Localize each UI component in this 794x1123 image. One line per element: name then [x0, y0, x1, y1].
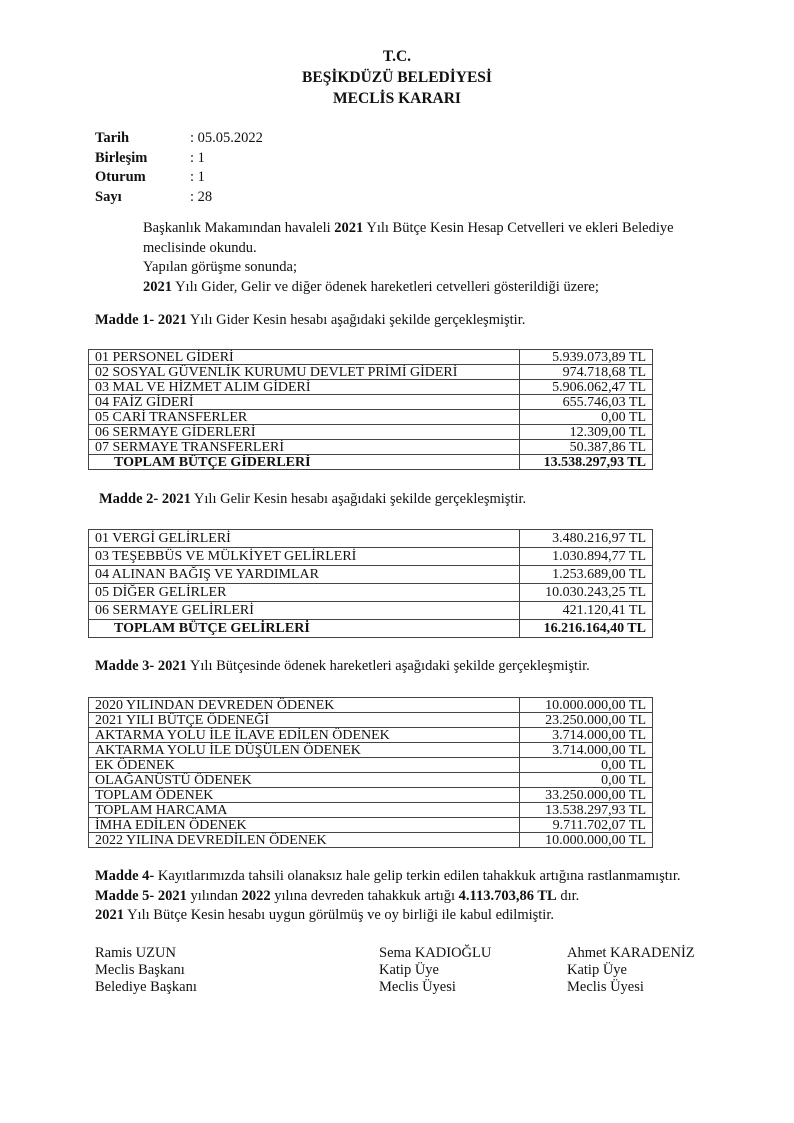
row-amount: 3.714.000,00 TL: [520, 728, 653, 743]
table-row: [89, 713, 653, 728]
row-label: 03 MAL VE HİZMET ALIM GİDERİ: [89, 380, 520, 395]
text: Yılı Bütçe Kesin hesabı uygun görülmüş ve oy birliği ile kabul edilmiştir.: [124, 907, 554, 923]
madde1-heading: [95, 311, 695, 331]
row-label: 01 VERGİ GELİRLERİ: [89, 530, 520, 548]
row-label: 03 TEŞEBBÜS VE MÜLKİYET GELİRLERİ: [89, 548, 520, 566]
meta-row-number: [95, 188, 263, 208]
text: dır.: [556, 888, 580, 904]
row-amount: 12.309,00 TL: [520, 425, 653, 440]
text: Yılı Bütçesinde ödenek hareketleri aşağıdaki şekilde gerçekleşmiştir.: [186, 658, 590, 674]
amount-bold: 4.113.703,86 TL: [458, 888, 557, 904]
total-label: TOPLAM BÜTÇE GELİRLERİ: [89, 620, 520, 638]
row-label: AKTARMA YOLU İLE DÜŞÜLEN ÖDENEK: [89, 743, 520, 758]
meta-row-session: [95, 149, 263, 169]
intro-paragraph: [95, 219, 695, 297]
table-row: [89, 395, 653, 410]
signatory-role: Meclis Üyesi: [567, 979, 644, 995]
expense-table: [88, 349, 653, 470]
total-row: [89, 620, 653, 638]
row-label: 04 ALINAN BAĞIŞ VE YARDIMLAR: [89, 566, 520, 584]
meta-label: Birleşim: [95, 149, 148, 166]
header-title: MECLİS KARARI: [333, 90, 461, 107]
signature-block-president: [95, 945, 197, 996]
madde-label: Madde 4-: [95, 868, 155, 884]
signatory-name: Ahmet KARADENİZ: [567, 945, 695, 961]
meta-value: : 28: [190, 188, 213, 205]
signatory-name: Ramis UZUN: [95, 945, 176, 961]
year-bold: 2021: [334, 220, 364, 236]
madde-label: Madde 1- 2021: [95, 312, 187, 328]
year-bold: 2021: [143, 278, 172, 295]
row-amount: 23.250.000,00 TL: [520, 713, 653, 728]
appropriation-table: [88, 697, 653, 848]
row-amount: 50.387,86 TL: [520, 440, 653, 455]
total-row: [89, 455, 653, 470]
closing-paragraph: [95, 906, 695, 926]
meta-label: Tarih: [95, 130, 130, 146]
text: Yılı Bütçe Kesin Hesap Cetvelleri ve ekleri Belediye meclisinde okundu.: [143, 220, 674, 256]
signatory-role: Belediye Başkanı: [95, 979, 197, 995]
signatory-role: Katip Üye: [567, 962, 627, 978]
meta-row-date: [95, 129, 263, 149]
signature-block-clerk-2: [567, 945, 695, 996]
row-label: 2020 YILINDAN DEVREDEN ÖDENEK: [89, 698, 520, 713]
meta-value: : 1: [190, 169, 205, 185]
table-row: [89, 773, 653, 788]
madde-label: Madde 5- 2021: [95, 888, 187, 904]
row-amount: 0,00 TL: [520, 758, 653, 773]
table-row: [89, 380, 653, 395]
table-row: [89, 584, 653, 602]
row-amount: 0,00 TL: [520, 773, 653, 788]
text: yılına devreden tahakkuk artığı: [270, 888, 459, 904]
row-amount: 655.746,03 TL: [520, 395, 653, 410]
row-label: 01 PERSONEL GİDERİ: [89, 350, 520, 365]
table-row: [89, 548, 653, 566]
text: yılından: [186, 888, 242, 904]
table-row: [89, 602, 653, 620]
row-label: TOPLAM HARCAMA: [89, 803, 520, 818]
row-label: 04 FAİZ GİDERİ: [89, 395, 520, 410]
meta-label: Sayı: [95, 188, 122, 205]
total-amount: 16.216.164,40 TL: [520, 620, 653, 638]
meta-label: Oturum: [95, 169, 146, 185]
madde-label: Madde 3- 2021: [95, 658, 187, 674]
madde5-paragraph: [95, 887, 695, 907]
table-row: [89, 788, 653, 803]
total-amount: 13.538.297,93 TL: [520, 455, 653, 470]
meta-row-sitting: [95, 168, 263, 188]
row-label: 06 SERMAYE GELİRLERİ: [89, 602, 520, 620]
table-row: [89, 803, 653, 818]
row-amount: 10.030.243,25 TL: [520, 584, 653, 602]
intro-p2: Yapılan görüşme sonunda;: [143, 259, 297, 275]
revenue-table: [88, 529, 653, 638]
row-label: 2022 YILINA DEVREDİLEN ÖDENEK: [89, 833, 520, 848]
row-amount: 33.250.000,00 TL: [520, 788, 653, 803]
table-row: [89, 530, 653, 548]
row-label: 02 SOSYAL GÜVENLİK KURUMU DEVLET PRİMİ GİDERİ: [89, 365, 520, 380]
text: Yılı Gelir Kesin hesabı aşağıdaki şekilde gerçekleşmiştir.: [190, 491, 527, 507]
table-row: [89, 833, 653, 848]
signatory-role: Katip Üye: [379, 962, 439, 978]
table-row: [89, 743, 653, 758]
row-amount: 421.120,41 TL: [520, 602, 653, 620]
signature-block-clerk-1: [379, 945, 491, 996]
text: Başkanlık Makamından havaleli: [143, 220, 335, 236]
table-row: [89, 350, 653, 365]
madde4-paragraph: [95, 867, 715, 887]
row-amount: 10.000.000,00 TL: [520, 833, 653, 848]
row-label: 07 SERMAYE TRANSFERLERİ: [89, 440, 520, 455]
madde2-heading: [99, 490, 699, 510]
year-bold: 2022: [241, 888, 271, 904]
row-label: 06 SERMAYE GİDERLERİ: [89, 425, 520, 440]
year-bold: 2021: [95, 907, 124, 923]
row-amount: 974.718,68 TL: [520, 365, 653, 380]
row-label: TOPLAM ÖDENEK: [89, 788, 520, 803]
header-tc: T.C.: [382, 48, 412, 65]
total-label: TOPLAM BÜTÇE GİDERLERİ: [89, 455, 520, 470]
row-amount: 3.480.216,97 TL: [520, 530, 653, 548]
row-label: OLAĞANÜSTÜ ÖDENEK: [89, 773, 520, 788]
row-label: 2021 YILI BÜTÇE ÖDENEĞİ: [89, 713, 520, 728]
text: Kayıtlarımızda tahsili olanaksız hale gelip terkin edilen tahakkuk artığına rastlanmamıştır.: [154, 868, 681, 884]
header-municipality: BEŞİKDÜZÜ BELEDİYESİ: [302, 69, 492, 86]
intro-p3: [95, 278, 695, 298]
row-amount: 5.939.073,89 TL: [520, 350, 653, 365]
table-row: [89, 440, 653, 455]
madde3-heading: [95, 657, 695, 677]
table-row: [89, 425, 653, 440]
row-label: İMHA EDİLEN ÖDENEK: [89, 818, 520, 833]
table-row: [89, 818, 653, 833]
row-label: EK ÖDENEK: [89, 758, 520, 773]
table-row: [89, 698, 653, 713]
text: Yılı Gider Kesin hesabı aşağıdaki şekilde gerçekleşmiştir.: [186, 312, 526, 328]
intro-p1: [95, 219, 695, 258]
table-row: [89, 728, 653, 743]
text: Yılı Gider, Gelir ve diğer ödenek hareketleri cetvelleri gösterildiği üzere;: [172, 278, 599, 295]
row-label: 05 DİĞER GELİRLER: [89, 584, 520, 602]
row-label: AKTARMA YOLU İLE İLAVE EDİLEN ÖDENEK: [89, 728, 520, 743]
signatory-role: Meclis Üyesi: [379, 979, 456, 995]
row-amount: 13.538.297,93 TL: [520, 803, 653, 818]
decision-meta: [95, 129, 263, 207]
meta-value: : 1: [190, 149, 205, 166]
signatory-role: Meclis Başkanı: [95, 962, 185, 978]
table-row: [89, 365, 653, 380]
row-amount: 9.711.702,07 TL: [520, 818, 653, 833]
row-amount: 10.000.000,00 TL: [520, 698, 653, 713]
table-row: [89, 758, 653, 773]
madde-label: Madde 2- 2021: [99, 491, 191, 507]
row-amount: 5.906.062,47 TL: [520, 380, 653, 395]
row-amount: 1.030.894,77 TL: [520, 548, 653, 566]
meta-value: : 05.05.2022: [190, 130, 263, 146]
table-row: [89, 566, 653, 584]
signatory-name: Sema KADIOĞLU: [379, 945, 492, 961]
table-row: [89, 410, 653, 425]
row-amount: 1.253.689,00 TL: [520, 566, 653, 584]
row-amount: 3.714.000,00 TL: [520, 743, 653, 758]
row-amount: 0,00 TL: [520, 410, 653, 425]
document-header: [0, 46, 794, 109]
row-label: 05 CARİ TRANSFERLER: [89, 410, 520, 425]
